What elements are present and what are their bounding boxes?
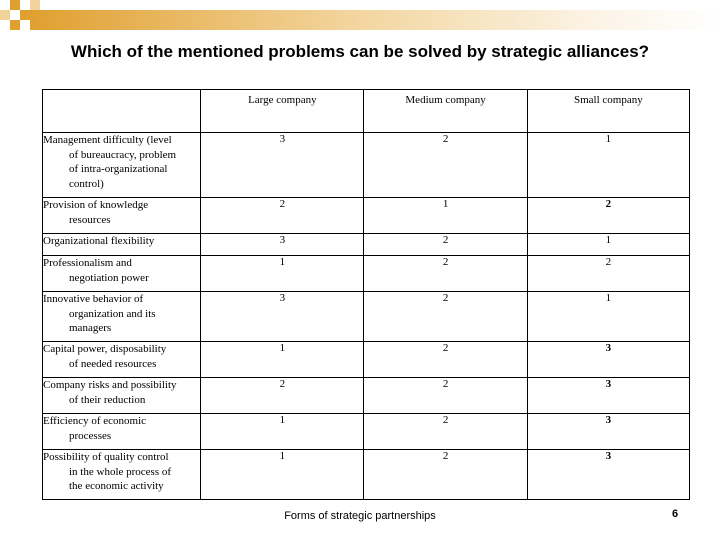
score-cell: 2: [364, 256, 527, 292]
table-row: [43, 133, 690, 198]
score-cell: 3: [527, 450, 689, 500]
column-header-small: Small company: [527, 90, 689, 133]
score-cell: 1: [527, 133, 689, 198]
row-label-line: Professionalism and: [43, 257, 132, 269]
table-row: [43, 256, 690, 292]
score-cell: 2: [364, 234, 527, 256]
row-label-line: of intra-organizational: [69, 163, 168, 175]
score-cell: 3: [527, 342, 689, 378]
header-gradient-bar: [30, 10, 720, 30]
score-cell: 2: [364, 450, 527, 500]
score-cell: 3: [201, 133, 364, 198]
row-label-line: Innovative behavior of: [43, 293, 144, 305]
score-cell: 1: [364, 198, 527, 234]
table-row: [43, 198, 690, 234]
score-cell: 3: [527, 414, 689, 450]
decor-square: [20, 10, 30, 20]
page-number: 6: [671, 508, 679, 520]
row-label: [43, 378, 201, 414]
alliances-table: [42, 89, 690, 500]
score-cell: 2: [201, 378, 364, 414]
row-label-line: of needed resources: [69, 357, 157, 370]
table-row: [43, 450, 690, 500]
decor-square: [0, 10, 10, 20]
score-cell: 1: [527, 234, 689, 256]
score-cell: 2: [364, 378, 527, 414]
score-cell: 2: [364, 414, 527, 450]
row-label-line: processes: [69, 429, 112, 442]
row-label: [43, 414, 201, 450]
page-title: Which of the mentioned problems can be solved by strategic alliances?: [70, 42, 650, 61]
row-label: [43, 450, 201, 500]
table-row: [43, 292, 690, 342]
decor-square: [10, 20, 20, 30]
row-label: [43, 234, 201, 256]
table-row: [43, 234, 690, 256]
score-cell: 2: [527, 198, 689, 234]
row-label-line: Possibility of quality control: [43, 451, 169, 463]
row-label: [43, 256, 201, 292]
score-cell: 1: [201, 256, 364, 292]
row-label-line: the economic activity: [69, 480, 164, 492]
row-label-line: Management difficulty (level: [43, 134, 172, 146]
score-cell: 2: [527, 256, 689, 292]
table-row: [43, 414, 690, 450]
table-row: [43, 378, 690, 414]
score-cell: 1: [201, 414, 364, 450]
row-label-line: in the whole process of: [69, 465, 172, 478]
table-body: [43, 133, 690, 500]
column-header-medium: Medium company: [364, 90, 527, 133]
score-cell: 1: [201, 450, 364, 500]
row-label: [43, 133, 201, 198]
row-label-line: managers: [69, 322, 112, 334]
score-cell: 2: [364, 292, 527, 342]
row-label-line: resources: [69, 213, 111, 226]
row-label-line: organization and its: [69, 307, 156, 320]
row-label-line: Capital power, disposability: [43, 343, 167, 355]
row-label-line: control): [69, 177, 104, 190]
decor-square: [30, 0, 40, 10]
decor-square: [10, 0, 20, 10]
table-row: [43, 342, 690, 378]
column-header-large: Large company: [201, 90, 364, 133]
row-label-line: of bureaucracy, problem: [69, 148, 177, 161]
row-label-line: Provision of knowledge: [43, 199, 149, 211]
row-label: [43, 342, 201, 378]
score-cell: 2: [364, 133, 527, 198]
row-label-line: Company risks and possibility: [43, 379, 177, 391]
column-header-blank: [43, 90, 201, 133]
row-label-line: Efficiency of economic: [43, 415, 147, 427]
score-cell: 2: [201, 198, 364, 234]
row-label: [43, 292, 201, 342]
row-label-line: negotiation power: [69, 271, 149, 284]
row-label: [43, 198, 201, 234]
score-cell: 1: [527, 292, 689, 342]
score-cell: 3: [527, 378, 689, 414]
score-cell: 1: [201, 342, 364, 378]
score-cell: 2: [364, 342, 527, 378]
row-label-line: Organizational flexibility: [43, 235, 155, 247]
table-header-row: [43, 90, 690, 133]
row-label-line: of their reduction: [69, 393, 146, 406]
score-cell: 3: [201, 234, 364, 256]
score-cell: 3: [201, 292, 364, 342]
footer-text: Forms of strategic partnerships: [284, 510, 436, 522]
